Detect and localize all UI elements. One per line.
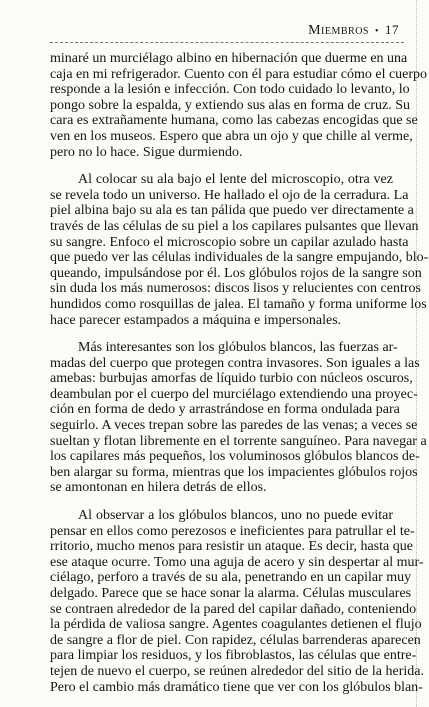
text-line: se revela todo un universo. He hallado el ojo de la cerradura. La xyxy=(50,187,409,203)
text-line: sueltan y flotan libremente en el torrente sanguíneo. Para navegar a xyxy=(50,433,427,449)
text-line: hace parecer estampados a máquina e impersonales. xyxy=(50,312,342,328)
paragraph-gap xyxy=(50,496,393,508)
text-line: tejen de nuevo el cuerpo, se reúnen alrededor del sitio de la herida. xyxy=(50,663,424,679)
text-line: la pérdida de valiosa sangre. Agentes coagulantes detienen el flujo xyxy=(50,617,422,633)
header-rule xyxy=(50,42,404,43)
text-line: ben alargar su forma, mientras que los impacientes glóbulos rojos xyxy=(50,464,418,480)
text-line: cara es extrañamente humana, como las cabezas encogidas que se xyxy=(50,113,418,129)
text-line: caja en mi refrigerador. Cuento con él para estudiar cómo el cuerpo xyxy=(50,66,428,82)
paragraph xyxy=(50,508,424,695)
text-line: sin duda los más numerosos: discos lisos y relucientes con centros xyxy=(50,281,421,297)
paragraph xyxy=(50,340,427,496)
text-line: piel albina bajo su ala es tan pálida que puedo ver directamente a xyxy=(50,203,414,219)
text-line: su sangre. Enfoco el microscopio sobre un capilar azulado hasta xyxy=(50,234,409,250)
text-line: se amontonan en hilera detrás de ellos. xyxy=(50,480,267,496)
paragraph-gap xyxy=(50,160,393,172)
text-line: responde a la lesión e infección. Con todo cuidado lo levanto, lo xyxy=(50,82,410,98)
text-line: Al colocar su ala bajo el lente del microscopio, otra vez xyxy=(78,172,393,188)
text-line: pensar en ellos como perezosos e ineficientes para patrullar el te- xyxy=(50,523,415,539)
text-line: se contraen alrededor de la pared del capilar dañado, conteniendo xyxy=(50,601,417,617)
text-line: ven en los museos. Espero que abra un ojo y que chille al verme, xyxy=(50,128,413,144)
text-line: pongo sobre la espalda, y extiendo sus alas en forma de cruz. Su xyxy=(50,97,411,113)
text-line: seguirlo. A veces trepan sobre las paredes de las venas; a veces se xyxy=(50,418,418,434)
text-line: pero no lo hace. Sigue durmiendo. xyxy=(50,144,243,160)
text-line: rritorio, mucho menos para resistir un ataque. Es decir, hasta que xyxy=(50,539,413,555)
page-number: 17 xyxy=(385,22,399,37)
paragraph xyxy=(50,51,428,160)
section-title: Miembros xyxy=(308,23,369,38)
text-line: delgado. Parece que se hace sonar la alarma. Células musculares xyxy=(50,586,412,601)
body-text xyxy=(50,51,429,695)
text-line: través de las células de su piel a los capilares pulsantes que llevan xyxy=(50,218,419,234)
text-line: minaré un murciélago albino en hibernación que duerme en una xyxy=(50,51,408,66)
paragraph xyxy=(50,172,429,328)
text-line: de sangre a flor de piel. Con rapidez, células barrenderas aparecen xyxy=(50,632,421,648)
text-line: los capilares más pequeños, los voluminosos glóbulos blancos de- xyxy=(50,449,420,465)
text-line: Pero el cambio más dramático tiene que ver con los glóbulos blan- xyxy=(50,679,423,695)
page-trim-line xyxy=(416,0,417,707)
text-line: hundidos como rosquillas de jalea. El tamaño y forma uniforme los xyxy=(50,296,427,312)
text-line: ción en forma de dedo y arrastrándose en forma ondulada para xyxy=(50,402,400,418)
paragraph-gap xyxy=(50,328,393,340)
text-line: Más interesantes son los glóbulos blancos, las fuerzas ar- xyxy=(78,340,398,356)
text-line: para limpiar los residuos, y los fibroblastos, las células que entre- xyxy=(50,648,417,664)
text-line: queando, impulsándose por él. Los glóbulos rojos de la sangre son xyxy=(50,265,422,281)
running-header xyxy=(308,22,399,39)
text-line: amebas: burbujas amorfas de líquido turbio con núcleos oscuros, xyxy=(50,371,413,387)
text-line: deambulan por el cuerpo del murciélago extendiendo una proyec- xyxy=(50,386,418,402)
text-line: Al observar a los glóbulos blancos, uno no puede evitar xyxy=(78,508,393,524)
text-line: ese ataque ocurre. Tomo una aguja de acero y sin despertar al mur- xyxy=(50,554,424,570)
text-line: madas del cuerpo que protegen contra invasores. Son iguales a las xyxy=(50,355,420,371)
text-line: que puedo ver las células individuales de la sangre empujando, blo- xyxy=(50,250,429,266)
text-line: ciélago, perforo a través de su ala, penetrando en un capilar muy xyxy=(50,570,412,586)
header-separator: • xyxy=(374,26,379,37)
